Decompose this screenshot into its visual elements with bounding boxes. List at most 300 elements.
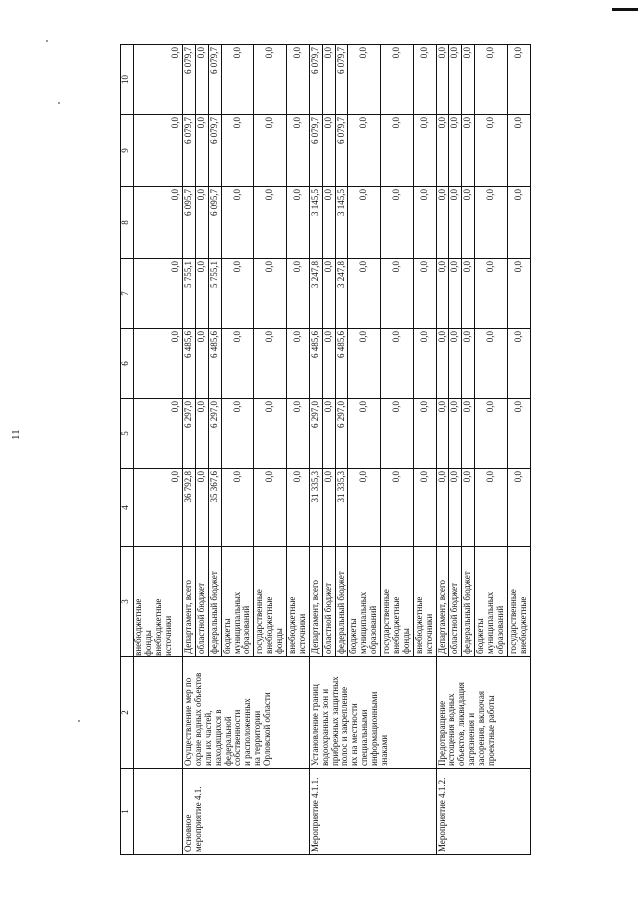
- value: 0,0: [418, 401, 429, 413]
- value-cell: [195, 45, 208, 115]
- activity-name-line: на территории: [252, 710, 263, 766]
- source-lines: [324, 549, 334, 654]
- activity-code: [311, 771, 321, 852]
- value-cell: [183, 399, 196, 469]
- value-cell: [462, 469, 475, 547]
- value-cell: [254, 45, 287, 115]
- column-number: 10: [121, 45, 134, 115]
- value: 0,0: [195, 331, 206, 343]
- value: 0,0: [264, 401, 275, 413]
- activity-code-cell: [309, 769, 436, 855]
- source-label: образований: [368, 605, 379, 654]
- source-cell: [254, 547, 287, 657]
- value: 0,0: [436, 47, 447, 59]
- value: 6 297,0: [208, 401, 219, 428]
- value: 6 485,6: [208, 331, 219, 358]
- source-label: областной бюджет: [322, 582, 333, 654]
- value: 0,0: [391, 401, 402, 413]
- value: 0,0: [418, 471, 429, 483]
- budget-table-rotated: [120, 45, 620, 855]
- value: 6 297,0: [309, 401, 320, 428]
- value-cell: [475, 329, 508, 399]
- value: 0,0: [195, 471, 206, 483]
- value-cell: [413, 115, 436, 187]
- value-cell: [413, 329, 436, 399]
- value-cell: [254, 399, 287, 469]
- value: 0,0: [512, 401, 523, 413]
- value: 0,0: [291, 261, 302, 273]
- source-lines: [255, 549, 285, 654]
- value-cell: [449, 329, 462, 399]
- value: 3 145,5: [335, 189, 346, 216]
- value-cell: [134, 187, 183, 259]
- value-cell: [134, 469, 183, 547]
- activity-name-line: засорения, включая: [476, 691, 487, 766]
- value-cell: [335, 329, 348, 399]
- value: 6 079,7: [335, 117, 346, 144]
- activity-name-cell: [309, 657, 436, 769]
- source-lines: [415, 549, 435, 654]
- value-cell: [335, 469, 348, 547]
- value: 0,0: [418, 331, 429, 343]
- source-label: внебюджетные: [287, 596, 298, 654]
- source-cell: [449, 547, 462, 657]
- value-cell: [309, 399, 322, 469]
- value-cell: [348, 399, 381, 469]
- value-cell: [507, 187, 530, 259]
- value-cell: [208, 329, 221, 399]
- source-lines: [463, 549, 473, 654]
- column-number: 3: [121, 547, 134, 657]
- value-cell: [413, 45, 436, 115]
- source-label: внебюджетные: [264, 596, 275, 654]
- value: 0,0: [436, 117, 447, 129]
- value: 0,0: [195, 261, 206, 273]
- value-cell: [208, 187, 221, 259]
- activity-name-line: знаками: [379, 734, 390, 766]
- table-row: [183, 45, 196, 855]
- value-cell: [183, 469, 196, 547]
- source-label: образований: [495, 605, 506, 654]
- value-cell: [475, 115, 508, 187]
- activity-code-cell: [183, 769, 310, 855]
- value-cell: [322, 469, 335, 547]
- value: 0,0: [418, 117, 429, 129]
- value-cell: [195, 187, 208, 259]
- activity-name: [184, 659, 273, 766]
- activity-name-line: Предотвращение: [436, 700, 447, 766]
- source-cell: [348, 547, 381, 657]
- value-cell: [309, 115, 322, 187]
- table-row: [309, 45, 322, 855]
- value: 0,0: [462, 401, 473, 413]
- source-label: федеральный бюджет: [462, 571, 473, 654]
- value: 0,0: [231, 401, 242, 413]
- value-cell: [322, 187, 335, 259]
- value: 0,0: [512, 189, 523, 201]
- value-cell: [287, 469, 310, 547]
- source-lines: [450, 549, 460, 654]
- value-cell: [208, 259, 221, 329]
- value: 0,0: [264, 47, 275, 59]
- value: 0,0: [418, 47, 429, 59]
- value-cell: [436, 399, 449, 469]
- activity-code-line: мероприятие 4.1.: [192, 786, 203, 852]
- value: 3 247,8: [309, 261, 320, 288]
- source-cell: [436, 547, 449, 657]
- source-cell: [309, 547, 322, 657]
- value-cell: [507, 45, 530, 115]
- value-cell: [208, 399, 221, 469]
- value: 0,0: [264, 471, 275, 483]
- value: 0,0: [231, 471, 242, 483]
- value: 0,0: [291, 47, 302, 59]
- source-label: федеральный бюджет: [208, 571, 219, 654]
- value: 0,0: [418, 189, 429, 201]
- value-cell: [221, 187, 254, 259]
- value: 0,0: [291, 331, 302, 343]
- value: 6 079,7: [208, 117, 219, 144]
- source-label: Департамент, всего: [436, 580, 447, 654]
- value-cell: [449, 399, 462, 469]
- empty-cell: [134, 769, 183, 855]
- value: 0,0: [291, 401, 302, 413]
- value: 3 247,8: [335, 261, 346, 288]
- page-number: 11: [10, 429, 22, 440]
- value-cell: [449, 45, 462, 115]
- value: 6 297,0: [335, 401, 346, 428]
- value: 6 485,6: [309, 331, 320, 358]
- activity-name: [311, 659, 390, 766]
- value: 0,0: [512, 471, 523, 483]
- value: 0,0: [264, 117, 275, 129]
- value-cell: [449, 115, 462, 187]
- value: 0,0: [231, 117, 242, 129]
- value: 0,0: [485, 189, 496, 201]
- value-cell: [322, 45, 335, 115]
- value-cell: [348, 187, 381, 259]
- source-cell: [195, 547, 208, 657]
- source-label: Департамент, всего: [309, 580, 320, 654]
- value-cell: [287, 115, 310, 187]
- source-cell: [134, 547, 183, 657]
- value-cell: [195, 399, 208, 469]
- value: 6 485,6: [183, 331, 193, 358]
- value: 0,0: [462, 471, 473, 483]
- value-cell: [322, 329, 335, 399]
- value: 0,0: [485, 331, 496, 343]
- value-cell: [475, 399, 508, 469]
- value-cell: [381, 399, 414, 469]
- value: 0,0: [264, 189, 275, 201]
- value: 0,0: [195, 47, 206, 59]
- activity-name-line: объектов, ликвидация: [456, 682, 467, 766]
- value-cell: [381, 45, 414, 115]
- activity-name-line: Орловской области: [262, 692, 273, 766]
- value: 35 367,6: [208, 471, 219, 503]
- value-cell: [322, 115, 335, 187]
- value-cell: [462, 45, 475, 115]
- activity-name-line: полос и закрепление: [339, 686, 350, 766]
- column-number: 1: [121, 769, 134, 855]
- value: 6 079,7: [309, 47, 320, 74]
- value-cell: [475, 187, 508, 259]
- value-cell: [287, 45, 310, 115]
- value: 6 079,7: [183, 47, 193, 74]
- value-cell: [348, 469, 381, 547]
- activity-code-cell: [436, 769, 530, 855]
- column-number: 6: [121, 329, 134, 399]
- source-label: муниципальных: [485, 591, 496, 654]
- value-cell: [436, 469, 449, 547]
- value: 0,0: [231, 261, 242, 273]
- value-cell: [381, 187, 414, 259]
- value-cell: [134, 259, 183, 329]
- value-cell: [507, 115, 530, 187]
- value-cell: [348, 45, 381, 115]
- source-lines: [337, 549, 347, 654]
- activity-name-cell: [183, 657, 310, 769]
- activity-name-line: федеральной: [222, 716, 233, 766]
- source-lines: [210, 549, 220, 654]
- value: 0,0: [170, 117, 181, 129]
- value: 0,0: [436, 331, 447, 343]
- source-lines: [223, 549, 253, 654]
- value: 6 079,7: [309, 117, 320, 144]
- table-row: [436, 45, 449, 855]
- value: 0,0: [291, 117, 302, 129]
- value-cell: [436, 329, 449, 399]
- value-cell: [475, 45, 508, 115]
- value: 0,0: [322, 471, 333, 483]
- source-lines: [134, 547, 174, 656]
- value-cell: [221, 329, 254, 399]
- budget-table: [120, 44, 531, 855]
- source-label: фонды: [142, 630, 153, 656]
- value-cell: [183, 329, 196, 399]
- source-label: государственные: [381, 589, 392, 654]
- scan-mark: [612, 8, 638, 11]
- column-number: 7: [121, 259, 134, 329]
- source-label: источники: [296, 613, 307, 654]
- value: 0,0: [449, 261, 460, 273]
- value: 0,0: [231, 47, 242, 59]
- continuation-row: [134, 45, 183, 855]
- source-label: фонды: [274, 628, 285, 654]
- source-label: Департамент, всего: [183, 580, 193, 654]
- source-label: муниципальных: [358, 591, 369, 654]
- value-cell: [208, 115, 221, 187]
- value: 0,0: [195, 401, 206, 413]
- activity-name-line: водоохранных зон и: [319, 688, 330, 766]
- value: 0,0: [436, 189, 447, 201]
- value: 0,0: [485, 261, 496, 273]
- value: 0,0: [322, 401, 333, 413]
- source-lines: [288, 549, 308, 654]
- value-cell: [221, 469, 254, 547]
- activity-code-line: Основное: [183, 814, 193, 852]
- activity-name-line: истощения водных: [446, 693, 457, 766]
- value: 0,0: [485, 401, 496, 413]
- source-lines: [184, 549, 194, 654]
- value-cell: [436, 259, 449, 329]
- value-cell: [287, 329, 310, 399]
- value: 0,0: [291, 189, 302, 201]
- value-cell: [335, 45, 348, 115]
- value: 6 079,7: [183, 117, 193, 144]
- value: 3 145,5: [309, 189, 320, 216]
- activity-name-line: или их частей,: [202, 710, 213, 766]
- value-cell: [134, 115, 183, 187]
- column-number: 4: [121, 469, 134, 547]
- value-cell: [322, 259, 335, 329]
- source-label: источники: [423, 613, 434, 654]
- value-cell: [287, 187, 310, 259]
- source-lines: [349, 549, 379, 654]
- activity-name-line: проектные работы: [486, 695, 497, 766]
- value: 0,0: [195, 189, 206, 201]
- value-cell: [436, 187, 449, 259]
- source-cell: [413, 547, 436, 657]
- value: 0,0: [264, 331, 275, 343]
- activity-name-line: собственности: [232, 709, 243, 766]
- value-cell: [449, 469, 462, 547]
- value-cell: [475, 259, 508, 329]
- value: 0,0: [358, 189, 369, 201]
- source-cell: [335, 547, 348, 657]
- source-label: внебюджетные: [391, 596, 402, 654]
- value: 6 095,7: [208, 189, 219, 216]
- value: 5 755,1: [183, 261, 193, 288]
- source-cell: [322, 547, 335, 657]
- value: 0,0: [418, 261, 429, 273]
- source-lines: [438, 549, 448, 654]
- value-cell: [254, 187, 287, 259]
- value: 31 335,3: [335, 471, 346, 503]
- source-cell: [287, 547, 310, 657]
- value: 0,0: [449, 117, 460, 129]
- activity-code-line: Мероприятие 4.1.1.: [309, 777, 320, 852]
- header-row: [121, 45, 134, 855]
- value: 0,0: [170, 401, 181, 413]
- activity-name-line: загрязнения и: [466, 712, 477, 766]
- value: 6 079,7: [335, 47, 346, 74]
- source-label: бюджеты: [475, 618, 486, 654]
- value: 0,0: [170, 47, 181, 59]
- source-label: бюджеты: [221, 618, 232, 654]
- value-cell: [309, 259, 322, 329]
- value: 0,0: [436, 401, 447, 413]
- value-cell: [195, 115, 208, 187]
- value: 0,0: [512, 117, 523, 129]
- column-number: 9: [121, 115, 134, 187]
- activity-code-line: Мероприятие 4.1.2.: [436, 777, 447, 852]
- value-cell: [381, 115, 414, 187]
- source-label: внебюджетные: [152, 598, 163, 656]
- activity-name-line: Установление границ: [309, 684, 320, 766]
- activity-name-line: охране водных объектов: [192, 672, 203, 766]
- value-cell: [335, 399, 348, 469]
- value: 6 079,7: [208, 47, 219, 74]
- value-cell: [507, 329, 530, 399]
- value-cell: [309, 469, 322, 547]
- value: 0,0: [436, 261, 447, 273]
- activity-name-line: Осуществление мер по: [183, 677, 193, 766]
- value: 0,0: [170, 471, 181, 483]
- value: 0,0: [391, 261, 402, 273]
- empty-cell: [134, 657, 183, 769]
- value: 0,0: [170, 189, 181, 201]
- value-cell: [413, 259, 436, 329]
- value-cell: [449, 259, 462, 329]
- source-label: областной бюджет: [195, 582, 206, 654]
- value: 0,0: [170, 261, 181, 273]
- value-cell: [348, 329, 381, 399]
- source-cell: [381, 547, 414, 657]
- value: 0,0: [512, 261, 523, 273]
- value-cell: [287, 259, 310, 329]
- source-lines: [311, 549, 321, 654]
- value: 0,0: [485, 117, 496, 129]
- activity-name-line: информационными: [369, 691, 380, 766]
- value-cell: [309, 45, 322, 115]
- value-cell: [348, 115, 381, 187]
- value-cell: [322, 399, 335, 469]
- value-cell: [254, 259, 287, 329]
- value: 0,0: [170, 331, 181, 343]
- value-cell: [436, 45, 449, 115]
- activity-code: [438, 771, 448, 852]
- activity-name-cell: [436, 657, 530, 769]
- value: 0,0: [322, 189, 333, 201]
- source-lines: [509, 549, 529, 654]
- source-label: муниципальных: [231, 591, 242, 654]
- activity-name-line: специальными: [359, 709, 370, 766]
- value-cell: [254, 329, 287, 399]
- activity-name-line: и расположенных: [242, 698, 253, 766]
- value-cell: [335, 259, 348, 329]
- value-cell: [221, 45, 254, 115]
- value: 0,0: [358, 401, 369, 413]
- source-label: бюджеты: [348, 618, 359, 654]
- value: 0,0: [195, 117, 206, 129]
- value: 0,0: [485, 471, 496, 483]
- value-cell: [449, 187, 462, 259]
- value: 0,0: [322, 331, 333, 343]
- value-cell: [381, 469, 414, 547]
- value: 0,0: [322, 261, 333, 273]
- source-label: государственные: [507, 589, 518, 654]
- table-body: [134, 45, 531, 855]
- value-cell: [195, 469, 208, 547]
- value: 0,0: [449, 471, 460, 483]
- value-cell: [221, 399, 254, 469]
- value-cell: [335, 115, 348, 187]
- value: 0,0: [322, 47, 333, 59]
- source-label: внебюджетные: [413, 596, 424, 654]
- source-label: федеральный бюджет: [335, 571, 346, 654]
- value: 5 755,1: [208, 261, 219, 288]
- source-label: областной бюджет: [449, 582, 460, 654]
- activity-name: [438, 659, 497, 766]
- source-lines: [197, 549, 207, 654]
- value: 36 792,8: [183, 471, 193, 503]
- source-label: государственные: [254, 589, 265, 654]
- value: 0,0: [322, 117, 333, 129]
- value-cell: [254, 115, 287, 187]
- value: 0,0: [358, 47, 369, 59]
- value-cell: [195, 329, 208, 399]
